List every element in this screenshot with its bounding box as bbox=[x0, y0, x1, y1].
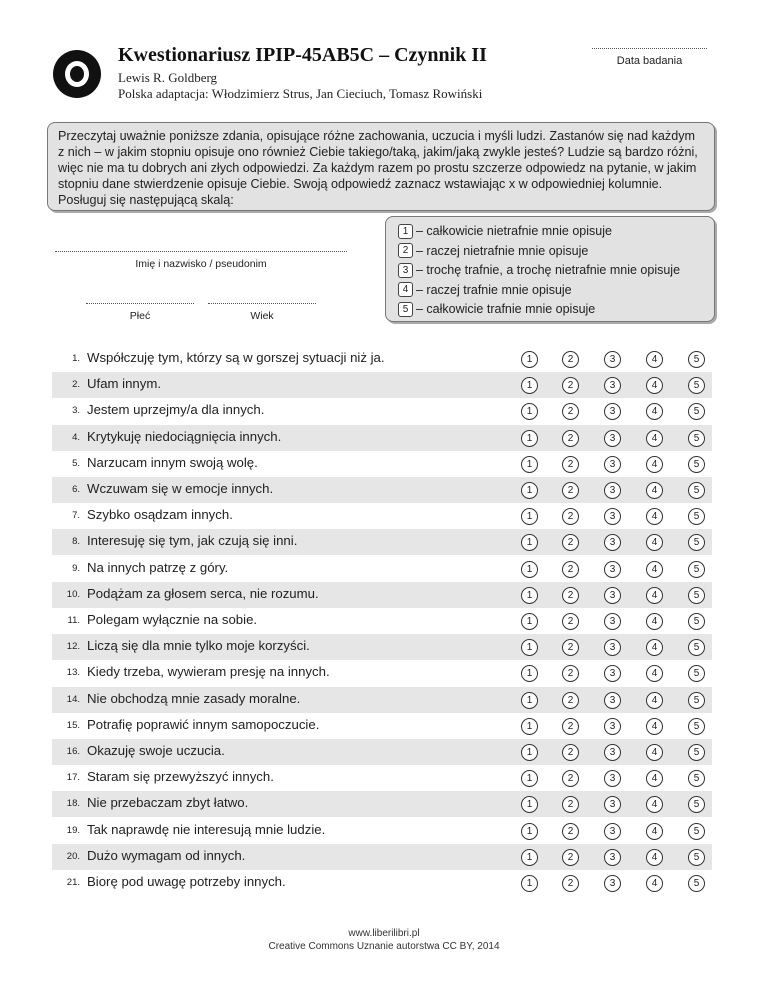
answer-option-4[interactable]: 4 bbox=[646, 561, 663, 578]
answer-option-2[interactable]: 2 bbox=[562, 770, 579, 787]
answer-option-1[interactable]: 1 bbox=[521, 665, 538, 682]
question-row bbox=[52, 425, 712, 451]
question-number: 16. bbox=[66, 746, 80, 757]
question-number: 5. bbox=[72, 457, 80, 469]
answer-option-3[interactable]: 3 bbox=[604, 796, 621, 813]
answer-option-3[interactable]: 3 bbox=[604, 639, 621, 656]
answer-option-1[interactable]: 1 bbox=[521, 744, 538, 761]
answer-option-2[interactable]: 2 bbox=[562, 613, 579, 630]
question-text: Współczuję tym, którzy są w gorszej sytuacji niż ja. bbox=[87, 350, 385, 365]
question-row bbox=[52, 634, 712, 660]
answer-option-1[interactable]: 1 bbox=[521, 430, 538, 447]
question-text: Tak naprawdę nie interesują mnie ludzie. bbox=[87, 821, 326, 837]
answer-option-2[interactable]: 2 bbox=[562, 587, 579, 604]
answer-option-2[interactable]: 2 bbox=[562, 639, 579, 656]
question-number: 12. bbox=[66, 641, 80, 653]
answer-option-3[interactable]: 3 bbox=[604, 770, 621, 787]
question-row bbox=[52, 582, 712, 608]
answer-option-5[interactable]: 5 bbox=[688, 613, 705, 630]
scale-item bbox=[398, 261, 680, 279]
scale-text: – raczej trafnie mnie opisuje bbox=[416, 282, 572, 297]
answer-option-1[interactable]: 1 bbox=[521, 770, 538, 787]
answer-option-4[interactable]: 4 bbox=[646, 482, 663, 499]
answer-option-2[interactable]: 2 bbox=[562, 534, 579, 551]
answer-option-4[interactable]: 4 bbox=[646, 534, 663, 551]
scale-number-box: 3 bbox=[398, 263, 413, 278]
scale-number-box: 4 bbox=[398, 282, 413, 297]
answer-option-3[interactable]: 3 bbox=[604, 430, 621, 447]
question-number: 20. bbox=[66, 850, 80, 862]
question-row bbox=[52, 818, 712, 844]
answer-option-1[interactable]: 1 bbox=[521, 561, 538, 578]
scale-text: – całkowicie nietrafnie mnie opisuje bbox=[416, 224, 612, 238]
answer-option-5[interactable]: 5 bbox=[688, 561, 705, 578]
answer-option-4[interactable]: 4 bbox=[646, 823, 663, 840]
answer-option-3[interactable]: 3 bbox=[604, 351, 621, 368]
answer-option-3[interactable]: 3 bbox=[604, 587, 621, 604]
scale-item bbox=[398, 222, 612, 240]
answer-option-3[interactable]: 3 bbox=[604, 692, 621, 709]
answer-option-2[interactable]: 2 bbox=[562, 508, 579, 525]
question-row bbox=[52, 503, 712, 529]
answer-option-4[interactable]: 4 bbox=[646, 456, 663, 473]
date-field[interactable] bbox=[592, 48, 707, 49]
answer-option-1[interactable]: 1 bbox=[521, 718, 538, 735]
answer-option-4[interactable]: 4 bbox=[646, 403, 663, 420]
answer-option-2[interactable]: 2 bbox=[562, 823, 579, 840]
sex-field[interactable] bbox=[86, 303, 194, 304]
answer-option-1[interactable]: 1 bbox=[521, 692, 538, 709]
question-text: Kiedy trzeba, wywieram presję na innych. bbox=[87, 664, 330, 680]
question-number: 10. bbox=[66, 588, 80, 600]
answer-option-4[interactable]: 4 bbox=[646, 692, 663, 709]
question-row bbox=[52, 660, 712, 686]
answer-option-5[interactable]: 5 bbox=[688, 351, 705, 368]
answer-option-1[interactable]: 1 bbox=[521, 508, 538, 525]
answer-option-3[interactable]: 3 bbox=[604, 665, 621, 682]
answer-option-4[interactable]: 4 bbox=[646, 639, 663, 656]
answer-option-5[interactable]: 5 bbox=[688, 849, 705, 866]
answer-option-4[interactable]: 4 bbox=[646, 849, 663, 866]
answer-option-5[interactable]: 5 bbox=[688, 508, 705, 525]
answer-option-3[interactable]: 3 bbox=[604, 718, 621, 735]
scale-item bbox=[398, 281, 572, 299]
answer-option-3[interactable]: 3 bbox=[604, 823, 621, 840]
scale-number-box: 5 bbox=[398, 302, 413, 317]
answer-option-5[interactable]: 5 bbox=[688, 823, 705, 840]
answer-option-3[interactable]: 3 bbox=[604, 403, 621, 420]
question-row bbox=[52, 608, 712, 634]
answer-option-2[interactable]: 2 bbox=[562, 403, 579, 420]
question-row bbox=[52, 739, 712, 765]
answer-option-5[interactable]: 5 bbox=[688, 665, 705, 682]
answer-option-2[interactable]: 2 bbox=[562, 377, 579, 394]
question-row bbox=[52, 713, 712, 739]
answer-option-3[interactable]: 3 bbox=[604, 561, 621, 578]
answer-option-3[interactable]: 3 bbox=[604, 744, 621, 761]
answer-option-2[interactable]: 2 bbox=[562, 351, 579, 368]
question-row bbox=[52, 451, 712, 477]
answer-option-2[interactable]: 2 bbox=[562, 796, 579, 813]
question-number: 18. bbox=[66, 798, 80, 810]
question-text: Dużo wymagam od innych. bbox=[87, 847, 246, 863]
scale-text: – trochę trafnie, a trochę nietrafnie mnie opisuje bbox=[416, 263, 681, 277]
answer-option-1[interactable]: 1 bbox=[521, 351, 538, 368]
answer-option-2[interactable]: 2 bbox=[562, 718, 579, 735]
question-text: Ufam innym. bbox=[87, 376, 162, 392]
date-label: Data badania bbox=[616, 55, 683, 67]
question-number: 7. bbox=[72, 510, 80, 522]
question-row bbox=[52, 346, 712, 372]
answer-option-1[interactable]: 1 bbox=[521, 377, 538, 394]
answer-option-4[interactable]: 4 bbox=[646, 796, 663, 813]
question-number: 1. bbox=[72, 353, 80, 364]
answer-option-2[interactable]: 2 bbox=[562, 430, 579, 447]
answer-option-5[interactable]: 5 bbox=[688, 796, 705, 813]
answer-option-1[interactable]: 1 bbox=[521, 823, 538, 840]
page-title: Kwestionariusz IPIP-45AB5C – Czynnik II bbox=[118, 44, 487, 66]
question-number: 2. bbox=[72, 379, 80, 391]
answer-option-3[interactable]: 3 bbox=[604, 508, 621, 525]
answer-option-1[interactable]: 1 bbox=[521, 587, 538, 604]
scale-text: – raczej nietrafnie mnie opisuje bbox=[416, 243, 589, 258]
answer-option-5[interactable]: 5 bbox=[688, 692, 705, 709]
answer-option-1[interactable]: 1 bbox=[521, 849, 538, 866]
question-text: Polegam wyłącznie na sobie. bbox=[87, 612, 258, 627]
name-field[interactable] bbox=[55, 251, 347, 252]
answer-option-4[interactable]: 4 bbox=[646, 875, 663, 892]
answer-option-5[interactable]: 5 bbox=[688, 534, 705, 551]
age-label: Wiek bbox=[250, 310, 274, 322]
answer-option-4[interactable]: 4 bbox=[646, 770, 663, 787]
logo bbox=[53, 50, 101, 98]
scale-item bbox=[398, 242, 588, 260]
answer-option-5[interactable]: 5 bbox=[688, 456, 705, 473]
scale-item bbox=[398, 300, 595, 318]
answer-option-5[interactable]: 5 bbox=[688, 718, 705, 735]
answer-option-4[interactable]: 4 bbox=[646, 665, 663, 682]
name-label: Imię i nazwisko / pseudonim bbox=[135, 258, 267, 270]
question-row bbox=[52, 844, 712, 870]
adaptation-credit: Polska adaptacja: Włodzimierz Strus, Jan Cieciuch, Tomasz Rowiński bbox=[118, 86, 483, 101]
answer-option-5[interactable]: 5 bbox=[688, 482, 705, 499]
question-text: Nie obchodzą mnie zasady moralne. bbox=[87, 690, 301, 706]
answer-option-1[interactable]: 1 bbox=[521, 639, 538, 656]
answer-option-2[interactable]: 2 bbox=[562, 665, 579, 682]
question-text: Okazuję swoje uczucia. bbox=[87, 743, 225, 758]
author: Lewis R. Goldberg bbox=[118, 70, 218, 85]
answer-option-5[interactable]: 5 bbox=[688, 377, 705, 394]
instructions-text: Przeczytaj uważnie poniższe zdania, opisujące różne zachowania, uczucia i myśli ludzi. Zastanów się nad każdym z nich – w jakim stopniu opisuje ono również Ciebie takiego/taką, jakim/jaką zwykle jesteś? Ludzie są bardzo różni, więc nie ma tu dobrych ani złych odpowiedzi. Za każdym razem po prostu szczerze odpowiedz na pytanie, w jakim stopniu dane stwierdzenie opisuje Ciebie. Swoją odpowiedź zaznacz wstawiając x w odpowiedniej kolumnie. Posługuj się następującą skalą: bbox=[58, 129, 698, 207]
question-number: 9. bbox=[72, 562, 80, 574]
answer-option-5[interactable]: 5 bbox=[688, 744, 705, 761]
question-number: 14. bbox=[66, 693, 80, 705]
question-number: 21. bbox=[66, 877, 80, 888]
answer-option-1[interactable]: 1 bbox=[521, 482, 538, 499]
answer-option-2[interactable]: 2 bbox=[562, 692, 579, 709]
answer-option-5[interactable]: 5 bbox=[688, 430, 705, 447]
answer-option-2[interactable]: 2 bbox=[562, 875, 579, 892]
question-text: Biorę pod uwagę potrzeby innych. bbox=[87, 874, 286, 889]
answer-option-3[interactable]: 3 bbox=[604, 875, 621, 892]
question-text: Nie przebaczam zbyt łatwo. bbox=[87, 795, 249, 811]
answer-option-5[interactable]: 5 bbox=[688, 403, 705, 420]
question-text: Szybko osądzam innych. bbox=[87, 507, 233, 523]
answer-option-3[interactable]: 3 bbox=[604, 456, 621, 473]
question-row bbox=[52, 477, 712, 503]
answer-option-3[interactable]: 3 bbox=[604, 849, 621, 866]
answer-option-2[interactable]: 2 bbox=[562, 849, 579, 866]
answer-option-1[interactable]: 1 bbox=[521, 875, 538, 892]
answer-option-4[interactable]: 4 bbox=[646, 377, 663, 394]
question-row bbox=[52, 870, 712, 896]
answer-option-5[interactable]: 5 bbox=[688, 770, 705, 787]
answer-option-4[interactable]: 4 bbox=[646, 587, 663, 604]
answer-option-3[interactable]: 3 bbox=[604, 534, 621, 551]
answer-option-5[interactable]: 5 bbox=[688, 639, 705, 656]
answer-option-2[interactable]: 2 bbox=[562, 561, 579, 578]
sex-label: Płeć bbox=[129, 310, 151, 322]
question-text: Potrafię poprawić innym samopoczucie. bbox=[87, 716, 320, 732]
answer-option-5[interactable]: 5 bbox=[688, 875, 705, 892]
answer-option-4[interactable]: 4 bbox=[646, 718, 663, 735]
answer-option-4[interactable]: 4 bbox=[646, 744, 663, 761]
answer-option-1[interactable]: 1 bbox=[521, 403, 538, 420]
question-row bbox=[52, 687, 712, 713]
question-text: Staram się przewyższyć innych. bbox=[87, 769, 274, 785]
question-number: 3. bbox=[72, 405, 80, 417]
instructions-box bbox=[47, 122, 715, 211]
question-text: Podążam za głosem serca, nie rozumu. bbox=[87, 585, 319, 601]
scale-text: – całkowicie trafnie mnie opisuje bbox=[416, 302, 596, 316]
answer-option-4[interactable]: 4 bbox=[646, 508, 663, 525]
scale-number-box: 2 bbox=[398, 243, 413, 258]
question-row bbox=[52, 765, 712, 791]
answer-option-3[interactable]: 3 bbox=[604, 613, 621, 630]
question-row bbox=[52, 398, 712, 424]
question-text: Jestem uprzejmy/a dla innych. bbox=[87, 402, 265, 418]
question-number: 15. bbox=[66, 719, 80, 731]
answer-option-5[interactable]: 5 bbox=[688, 587, 705, 604]
question-text: Narzucam innym swoją wolę. bbox=[87, 454, 258, 470]
answer-option-1[interactable]: 1 bbox=[521, 613, 538, 630]
question-text: Na innych patrzę z góry. bbox=[87, 559, 229, 575]
question-text: Liczą się dla mnie tylko moje korzyści. bbox=[87, 638, 310, 654]
question-row bbox=[52, 556, 712, 582]
answer-option-2[interactable]: 2 bbox=[562, 482, 579, 499]
question-row bbox=[52, 372, 712, 398]
question-row bbox=[52, 529, 712, 555]
question-number: 13. bbox=[66, 667, 80, 679]
question-number: 4. bbox=[72, 431, 80, 443]
question-row bbox=[52, 791, 712, 817]
footer-license: Creative Commons Uznanie autorstwa CC BY, 2014 bbox=[268, 941, 500, 952]
question-number: 19. bbox=[66, 824, 80, 836]
scale-number-box: 1 bbox=[398, 224, 413, 239]
answer-option-3[interactable]: 3 bbox=[604, 482, 621, 499]
answer-option-4[interactable]: 4 bbox=[646, 613, 663, 630]
answer-option-4[interactable]: 4 bbox=[646, 430, 663, 447]
question-text: Wczuwam się w emocje innych. bbox=[87, 481, 274, 496]
question-text: Interesuję się tym, jak czują się inni. bbox=[87, 533, 298, 549]
answer-option-1[interactable]: 1 bbox=[521, 796, 538, 813]
answer-option-1[interactable]: 1 bbox=[521, 534, 538, 551]
question-number: 8. bbox=[72, 536, 80, 548]
footer-site: www.liberilibri.pl bbox=[348, 928, 420, 939]
question-number: 11. bbox=[67, 615, 80, 626]
question-text: Krytykuję niedociągnięcia innych. bbox=[87, 428, 282, 444]
answer-option-2[interactable]: 2 bbox=[562, 456, 579, 473]
scale-legend bbox=[385, 216, 715, 322]
question-number: 6. bbox=[72, 484, 80, 495]
answer-option-1[interactable]: 1 bbox=[521, 456, 538, 473]
answer-option-4[interactable]: 4 bbox=[646, 351, 663, 368]
answer-option-3[interactable]: 3 bbox=[604, 377, 621, 394]
answer-option-2[interactable]: 2 bbox=[562, 744, 579, 761]
age-field[interactable] bbox=[208, 303, 316, 304]
question-number: 17. bbox=[66, 772, 80, 784]
